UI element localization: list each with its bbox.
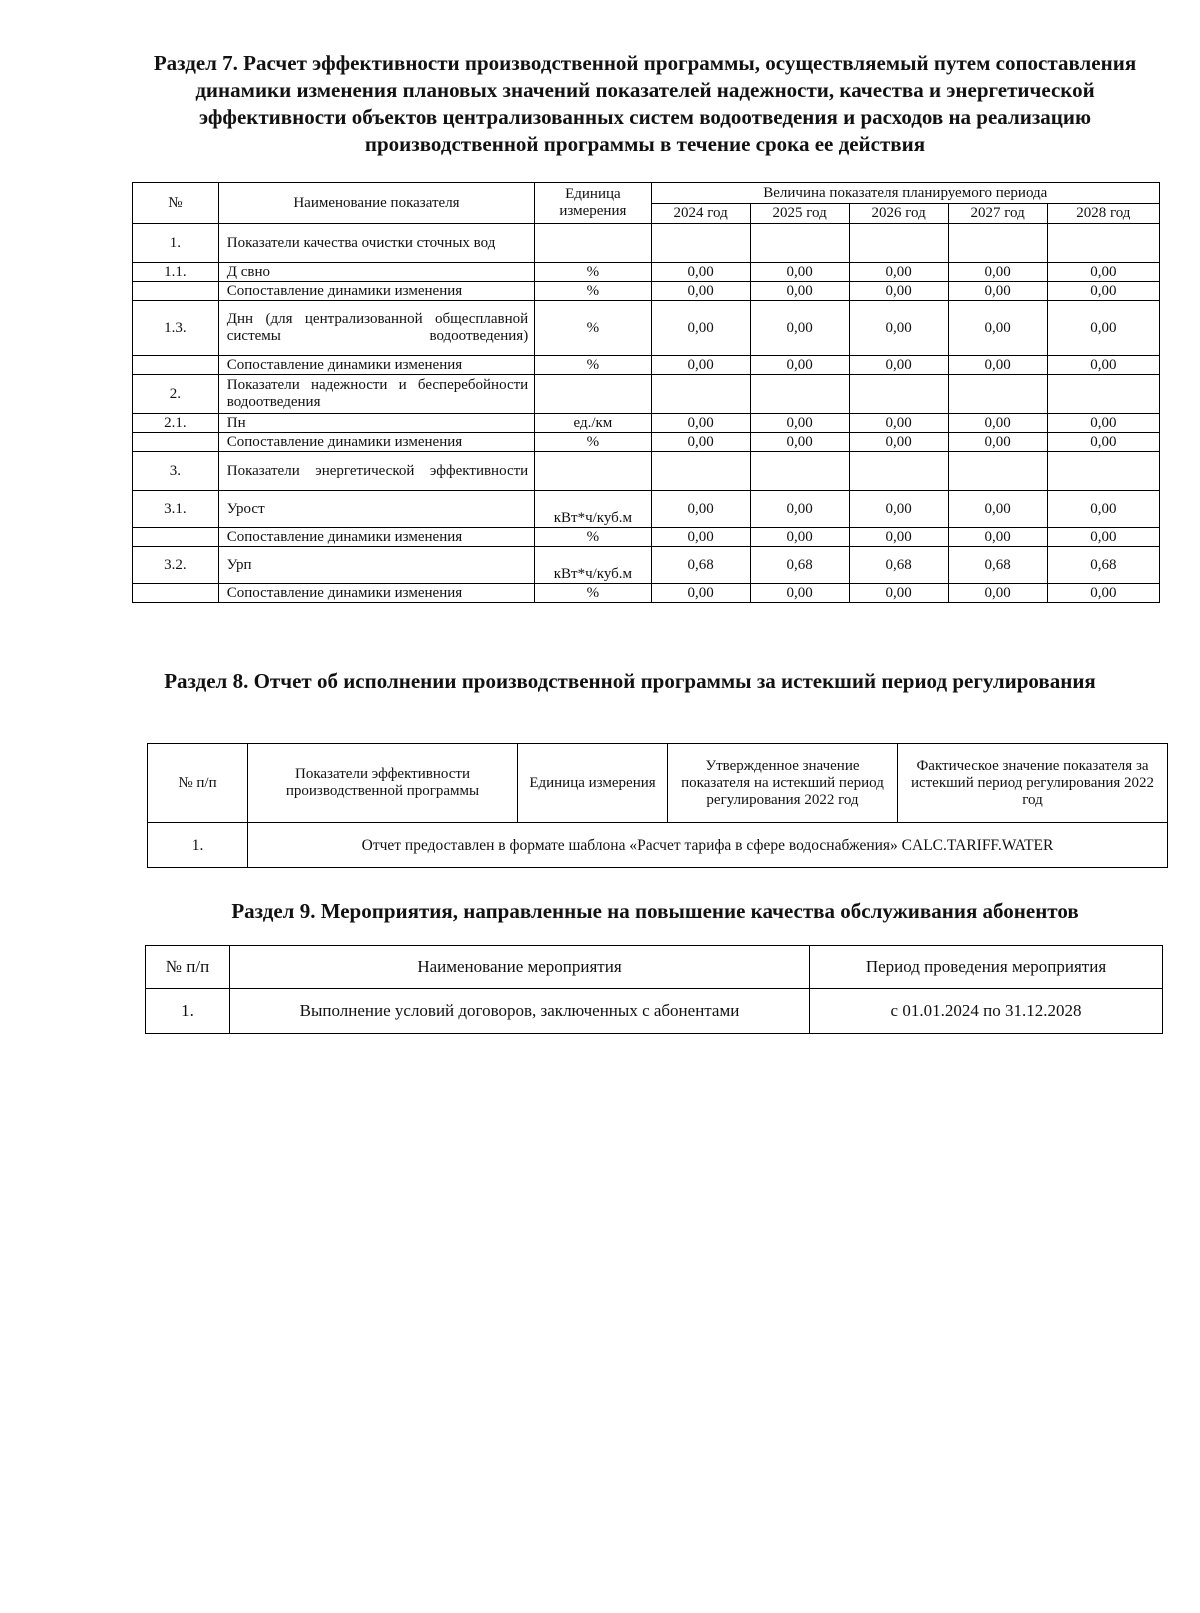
section7-title: Раздел 7. Расчет эффективности производственной программы, осуществляемый путем сопоставления динамики изменения плановых значений показателей надежности, качества и энергетической эффективности объектов централизованных систем водоотведения и расходов на реализацию производственной программы в течение срока ее действия	[153, 51, 1137, 156]
row-value: 0,00	[651, 356, 750, 375]
row-num: 2.	[133, 375, 219, 414]
header-indicators: Показатели эффективности производственной программы	[248, 744, 518, 823]
row-value: 0,00	[651, 263, 750, 282]
row-value	[948, 452, 1047, 491]
row-name: Сопоставление динамики изменения	[218, 584, 534, 603]
row-num: 1.3.	[133, 301, 219, 356]
row-value: 0,00	[948, 414, 1047, 433]
row-num: 3.2.	[133, 547, 219, 584]
row-unit: %	[535, 584, 651, 603]
row-value	[651, 224, 750, 263]
row-unit: кВт*ч/куб.м	[535, 491, 651, 528]
row-num: 3.	[133, 452, 219, 491]
row-value	[849, 375, 948, 414]
row-value	[948, 375, 1047, 414]
table-header-row	[133, 183, 1160, 204]
row-name: Показатели энергетической эффективности	[218, 452, 534, 491]
row-value	[1047, 224, 1159, 263]
row-unit	[535, 452, 651, 491]
row-value: 0,00	[1047, 356, 1159, 375]
row-unit	[535, 375, 651, 414]
row-value: 0,68	[651, 547, 750, 584]
row-name: Сопоставление динамики изменения	[218, 528, 534, 547]
row-value: 0,68	[849, 547, 948, 584]
row-num	[133, 528, 219, 547]
row-value: 0,00	[1047, 433, 1159, 452]
row-num	[133, 433, 219, 452]
header-period: Величина показателя планируемого периода	[651, 183, 1159, 204]
row-value: 0,68	[948, 547, 1047, 584]
table-row	[148, 823, 1168, 868]
row-value: 0,00	[849, 433, 948, 452]
row-value	[750, 375, 849, 414]
section8-title: Раздел 8. Отчет об исполнении производственной программы за истекший период регулирования	[164, 669, 1096, 693]
table-row	[133, 491, 1160, 528]
row-value: 0,00	[948, 584, 1047, 603]
row-name: Днн (для централизованной общесплавной системы водоотведения)	[218, 301, 534, 356]
row-name: Сопоставление динамики изменения	[218, 282, 534, 301]
section7-table	[132, 182, 1160, 603]
row-value: 0,00	[948, 301, 1047, 356]
table-row	[133, 301, 1160, 356]
row-value: 0,68	[1047, 547, 1159, 584]
row-value: 0,00	[1047, 263, 1159, 282]
row-value: 0,00	[849, 414, 948, 433]
header-num: № п/п	[146, 946, 230, 989]
row-num: 3.1.	[133, 491, 219, 528]
row-name: Сопоставление динамики изменения	[218, 433, 534, 452]
header-year: 2028 год	[1047, 204, 1159, 224]
header-num: №	[133, 183, 219, 224]
row-unit: %	[535, 301, 651, 356]
header-year: 2026 год	[849, 204, 948, 224]
row-value: 0,00	[1047, 491, 1159, 528]
row-unit: %	[535, 356, 651, 375]
header-num: № п/п	[148, 744, 248, 823]
row-name: Пн	[218, 414, 534, 433]
row-num	[133, 282, 219, 301]
row-value: 0,00	[849, 282, 948, 301]
row-name: Сопоставление динамики изменения	[218, 356, 534, 375]
row-value: 0,00	[651, 584, 750, 603]
row-name: Выполнение условий договоров, заключенных с абонентами	[230, 989, 810, 1034]
row-value: 0,00	[849, 263, 948, 282]
header-unit: Единица измерения	[518, 744, 668, 823]
table-row	[133, 452, 1160, 491]
row-value	[750, 224, 849, 263]
row-value: 0,00	[948, 282, 1047, 301]
row-value: 0,00	[948, 356, 1047, 375]
table-row	[133, 584, 1160, 603]
row-value: 0,00	[750, 433, 849, 452]
table-row	[133, 433, 1160, 452]
row-unit: %	[535, 282, 651, 301]
row-value: 0,00	[948, 528, 1047, 547]
row-num: 1.	[148, 823, 248, 868]
table-row	[133, 356, 1160, 375]
section9-title: Раздел 9. Мероприятия, направленные на повышение качества обслуживания абонентов	[231, 899, 1079, 923]
row-value: 0,00	[750, 414, 849, 433]
header-name: Наименование мероприятия	[230, 946, 810, 989]
row-unit	[535, 224, 651, 263]
row-value: 0,00	[750, 491, 849, 528]
row-name: Урост	[218, 491, 534, 528]
header-year: 2024 год	[651, 204, 750, 224]
row-value: 0,00	[1047, 414, 1159, 433]
row-value: 0,00	[948, 263, 1047, 282]
row-value	[1047, 375, 1159, 414]
row-value: 0,00	[849, 584, 948, 603]
row-period: с 01.01.2024 по 31.12.2028	[810, 989, 1163, 1034]
table-row	[133, 224, 1160, 263]
row-value	[651, 375, 750, 414]
row-unit: %	[535, 263, 651, 282]
row-name: Д свно	[218, 263, 534, 282]
table-row	[133, 547, 1160, 584]
header-actual: Фактическое значение показателя за истекший период регулирования 2022 год	[898, 744, 1168, 823]
row-num: 1.1.	[133, 263, 219, 282]
table-row	[133, 282, 1160, 301]
header-unit: Единица измерения	[535, 183, 651, 224]
row-value: 0,00	[849, 528, 948, 547]
row-value: 0,00	[651, 491, 750, 528]
header-name: Наименование показателя	[218, 183, 534, 224]
row-value	[849, 224, 948, 263]
row-value	[651, 452, 750, 491]
row-value	[1047, 452, 1159, 491]
table-row	[133, 263, 1160, 282]
header-period: Период проведения мероприятия	[810, 946, 1163, 989]
row-value: 0,00	[1047, 584, 1159, 603]
row-name: Показатели качества очистки сточных вод	[218, 224, 534, 263]
header-approved: Утвержденное значение показателя на истекший период регулирования 2022 год	[668, 744, 898, 823]
table-header-row	[148, 744, 1168, 823]
row-value: 0,00	[1047, 528, 1159, 547]
row-num	[133, 356, 219, 375]
row-value: 0,00	[1047, 301, 1159, 356]
row-value: 0,00	[750, 528, 849, 547]
row-unit: %	[535, 433, 651, 452]
row-value: 0,00	[750, 263, 849, 282]
row-unit: %	[535, 528, 651, 547]
row-name: Показатели надежности и бесперебойности водоотведения	[218, 375, 534, 414]
row-value	[750, 452, 849, 491]
row-value: 0,00	[750, 282, 849, 301]
section8-table	[147, 743, 1168, 868]
row-value: 0,00	[651, 301, 750, 356]
row-value: 0,00	[1047, 282, 1159, 301]
report-note: Отчет предоставлен в формате шаблона «Расчет тарифа в сфере водоснабжения» CALC.TARIFF.WATER	[248, 823, 1168, 868]
table-row	[133, 414, 1160, 433]
row-value: 0,00	[750, 356, 849, 375]
header-year: 2027 год	[948, 204, 1047, 224]
row-value: 0,00	[651, 282, 750, 301]
row-value: 0,00	[948, 491, 1047, 528]
table-row	[133, 528, 1160, 547]
row-value: 0,00	[651, 528, 750, 547]
row-value	[849, 452, 948, 491]
row-num: 1.	[146, 989, 230, 1034]
row-value	[948, 224, 1047, 263]
row-num: 1.	[133, 224, 219, 263]
row-name: Урп	[218, 547, 534, 584]
header-year: 2025 год	[750, 204, 849, 224]
row-value: 0,00	[849, 356, 948, 375]
table-row	[146, 989, 1163, 1034]
row-value: 0,68	[750, 547, 849, 584]
row-value: 0,00	[651, 433, 750, 452]
row-value: 0,00	[849, 491, 948, 528]
row-value: 0,00	[750, 301, 849, 356]
row-num: 2.1.	[133, 414, 219, 433]
row-value: 0,00	[750, 584, 849, 603]
row-unit: ед./км	[535, 414, 651, 433]
row-value: 0,00	[849, 301, 948, 356]
row-num	[133, 584, 219, 603]
row-unit: кВт*ч/куб.м	[535, 547, 651, 584]
row-value: 0,00	[651, 414, 750, 433]
table-row	[133, 375, 1160, 414]
row-value: 0,00	[948, 433, 1047, 452]
table-header-row	[146, 946, 1163, 989]
section9-table	[145, 945, 1163, 1034]
